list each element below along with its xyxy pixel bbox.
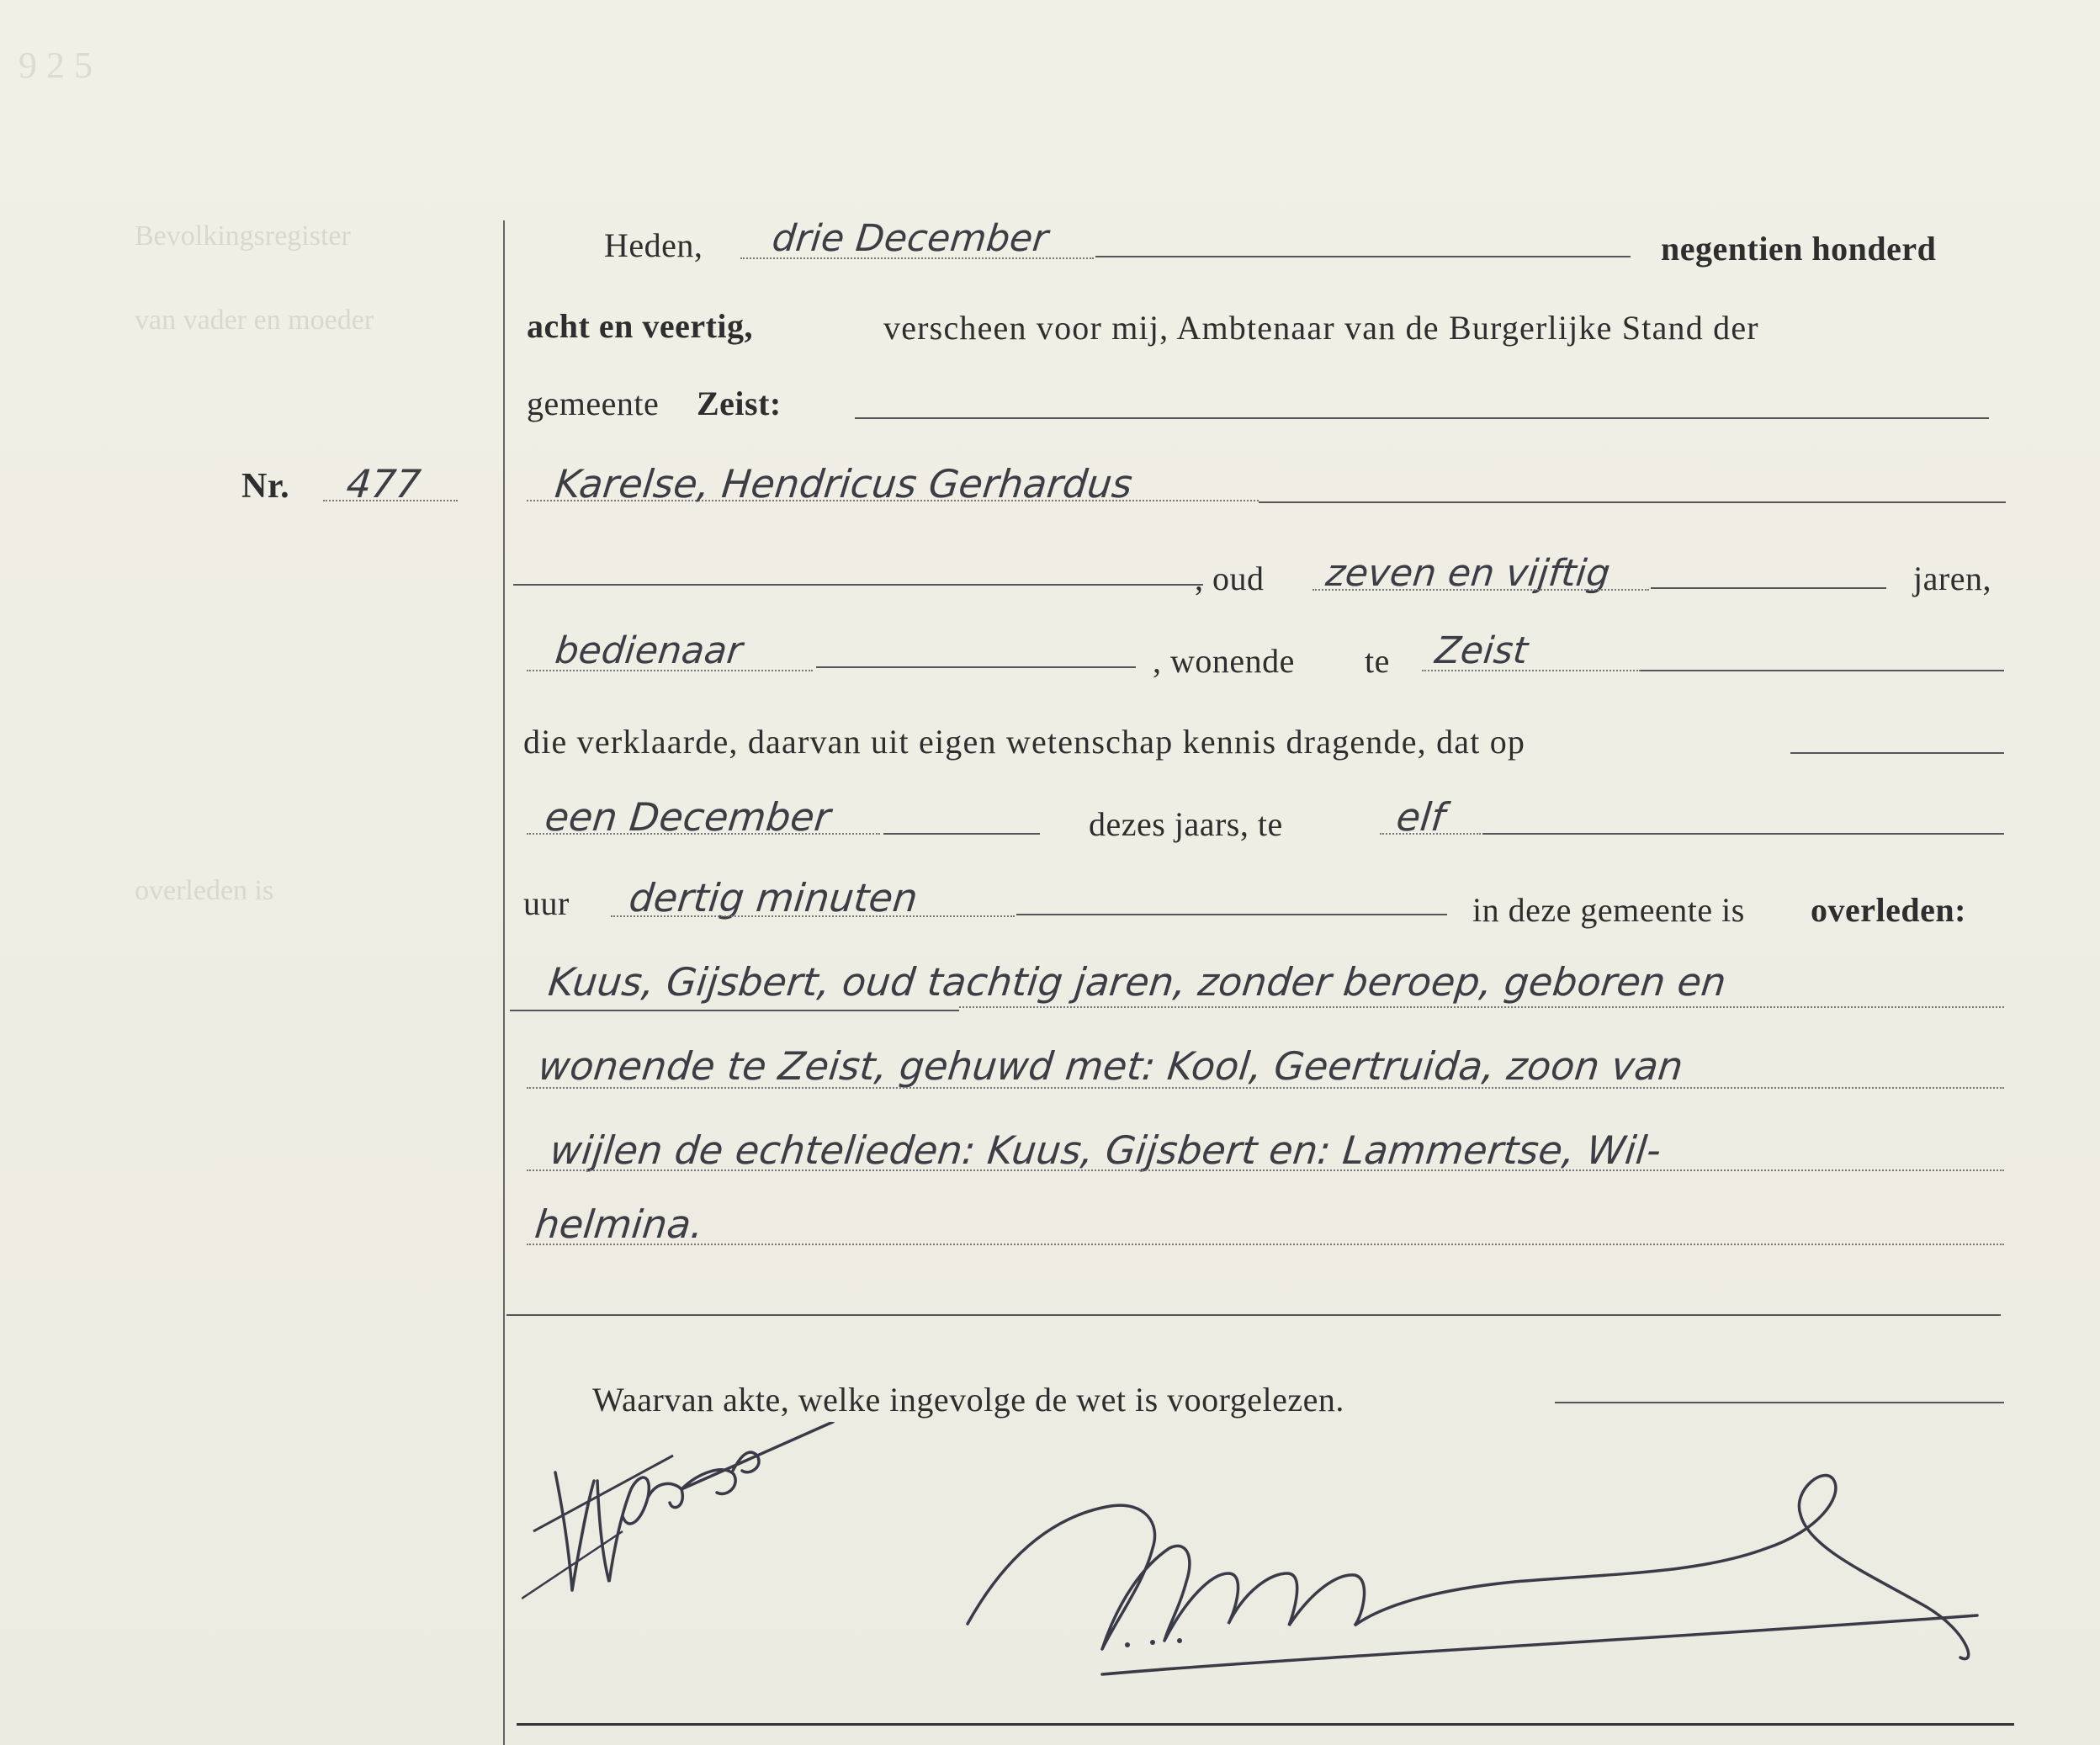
occupation-dots (527, 670, 813, 671)
deceased-line-3: wijlen de echtelieden: Kuus, Gijsbert en: Lammertse, Wil- (548, 1127, 1663, 1173)
hour-value: elf (1394, 794, 1448, 840)
residence-fill-line (1641, 670, 2004, 671)
record-number-label: Nr. (241, 467, 290, 506)
deceased-line-2: wonende te Zeist, gehuwd met: Kool, Geertruida, zoon van (536, 1043, 1685, 1089)
date-dots (740, 257, 1094, 259)
age-fill-line (1651, 587, 1886, 589)
age-value: zeven en vijftig (1323, 552, 1613, 595)
death-date-value: een December (543, 794, 833, 840)
gemeente-fill-line (855, 417, 1989, 419)
line5-lead (513, 584, 1203, 586)
deceased-line-4: helmina. (533, 1201, 706, 1247)
blank-line (506, 1314, 2001, 1316)
te-label: te (1365, 642, 1390, 680)
dezes-jaars: dezes jaars, te (1089, 805, 1283, 843)
hour-dots (1380, 833, 1481, 835)
age-dots (1312, 589, 1649, 591)
year-part1: negentien honderd (1661, 230, 1937, 268)
deceased-line-1: Kuus, Gijsbert, oud tachtig jaren, zonder beroep, geboren en (546, 959, 1729, 1005)
corner-mark: 9 2 5 (19, 45, 93, 86)
deceased-dots-3 (527, 1170, 2004, 1171)
minutes-fill-line (1016, 914, 1447, 915)
oud-label: , oud (1195, 560, 1265, 597)
minutes-dots (611, 915, 1015, 917)
gemeente-label: gemeente (527, 385, 660, 422)
year-part2: acht en veertig, (527, 307, 754, 345)
date-value: drie December (770, 217, 1051, 260)
occupation-fill-line (816, 666, 1136, 668)
record-number-value: 477 (344, 461, 423, 507)
deceased-dots-4 (527, 1244, 2004, 1245)
deceased-dots-1 (959, 1006, 2004, 1008)
overleden-label: overleden: (1811, 891, 1966, 929)
death-date-fill-line (883, 833, 1040, 835)
heden-label: Heden, (604, 226, 703, 264)
jaren-label: jaren, (1913, 560, 1991, 597)
closing-text: Waarvan akte, welke ingevolge de wet is voorgelezen. (592, 1381, 1344, 1419)
ghost-text-3: overleden is (135, 875, 274, 906)
ghost-text-1: Bevolkingsregister (135, 220, 351, 252)
official-signature (959, 1447, 1986, 1700)
ghost-text-2: van vader en moeder (135, 305, 374, 336)
residence-value: Zeist (1433, 629, 1530, 672)
occupation-value: bedienaar (553, 629, 745, 672)
declarant-fill-line (1259, 501, 2006, 503)
wonende-label: , wonende (1153, 642, 1295, 680)
margin-rule (503, 220, 505, 1745)
gemeente-name: Zeist: (697, 385, 782, 422)
residence-dots (1422, 670, 1641, 671)
death-date-dots (527, 833, 880, 835)
deceased-dots-2 (527, 1087, 2004, 1089)
overleden-prefix: in deze gemeente is (1472, 891, 1745, 929)
bottom-rule (517, 1723, 2014, 1726)
declarant-signature (522, 1422, 841, 1624)
declarant-name: Karelse, Hendricus Gerhardus (553, 461, 1135, 507)
closing-fill-line (1555, 1402, 2004, 1403)
verklaarde-fill-line (1790, 752, 2004, 754)
verklaarde-text: die verklaarde, daarvan uit eigen wetenschap kennis dragende, dat op (523, 723, 1526, 761)
verscheen-text: verscheen voor mij, Ambtenaar van de Burgerlijke Stand der (883, 309, 1759, 347)
uur-label: uur (523, 884, 570, 922)
hour-fill-line (1482, 833, 2004, 835)
minutes-value: dertig minuten (627, 875, 920, 920)
date-fill-line (1095, 256, 1631, 257)
deceased-underline-1 (510, 1010, 959, 1011)
